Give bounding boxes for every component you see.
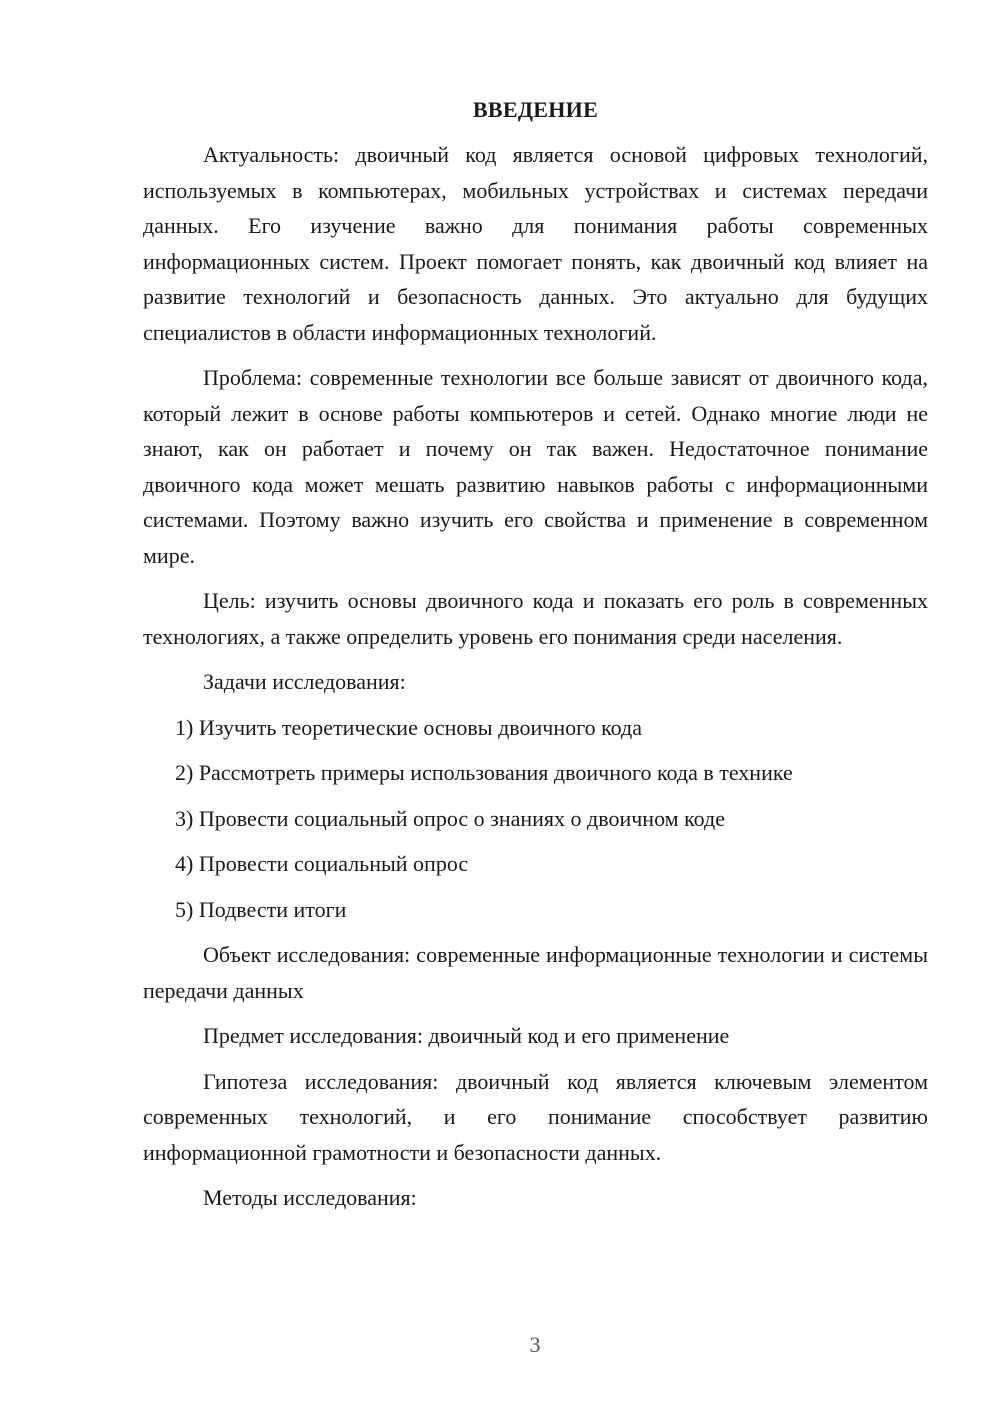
list-item: 4) Провести социальный опрос [175, 851, 469, 876]
methods-heading: Методы исследования: [203, 1185, 417, 1210]
paragraph-problem: Проблема: современные технологии все больше зависят от двоичного кода, который лежит в основе работы компьютеров и сетей. Однако многие люди не знают, как он работает и почему он так важен. Недостаточное понимание двоичного кода может мешать развитию навыков работы с информационными системами. Поэтому важно изучить его свойства и применение в современном мире. [143, 365, 928, 568]
paragraph-subject: Предмет исследования: двоичный код и его применение [203, 1023, 730, 1048]
page-number: 3 [529, 1332, 541, 1357]
document-page [143, 96, 928, 1226]
list-item: 3) Провести социальный опрос о знаниях о двоичном коде [175, 805, 725, 831]
list-item: 2) Рассмотреть примеры использования двоичного кода в технике [175, 760, 793, 785]
page-title: ВВЕДЕНИЕ [472, 97, 599, 122]
tasks-heading: Задачи исследования: [203, 669, 406, 694]
paragraph-object: Объект исследования: современные информационные технологии и системы передачи данных [143, 942, 928, 1003]
paragraph-goal: Цель: изучить основы двоичного кода и показать его роль в современных технологиях, а также определить уровень его понимания среди населения. [143, 588, 928, 649]
paragraph-hypothesis: Гипотеза исследования: двоичный код является ключевым элементом современных технологий, и его понимание способствует развитию информационной грамотности и безопасности данных. [143, 1068, 928, 1165]
tasks-list [143, 710, 928, 928]
list-item: 1) Изучить теоретические основы двоичного кода [175, 714, 642, 740]
list-item: 5) Подвести итоги [175, 896, 347, 922]
paragraph-relevance: Актуальность: двоичный код является основой цифровых технологий, используемых в компьютерах, мобильных устройствах и системах передачи данных. Его изучение важно для понимания работы современных информационных систем. Проект помогает понять, как двоичный код влияет на развитие технологий и безопасность данных. Это актуально для будущих специалистов в области информационных технологий. [143, 142, 928, 345]
